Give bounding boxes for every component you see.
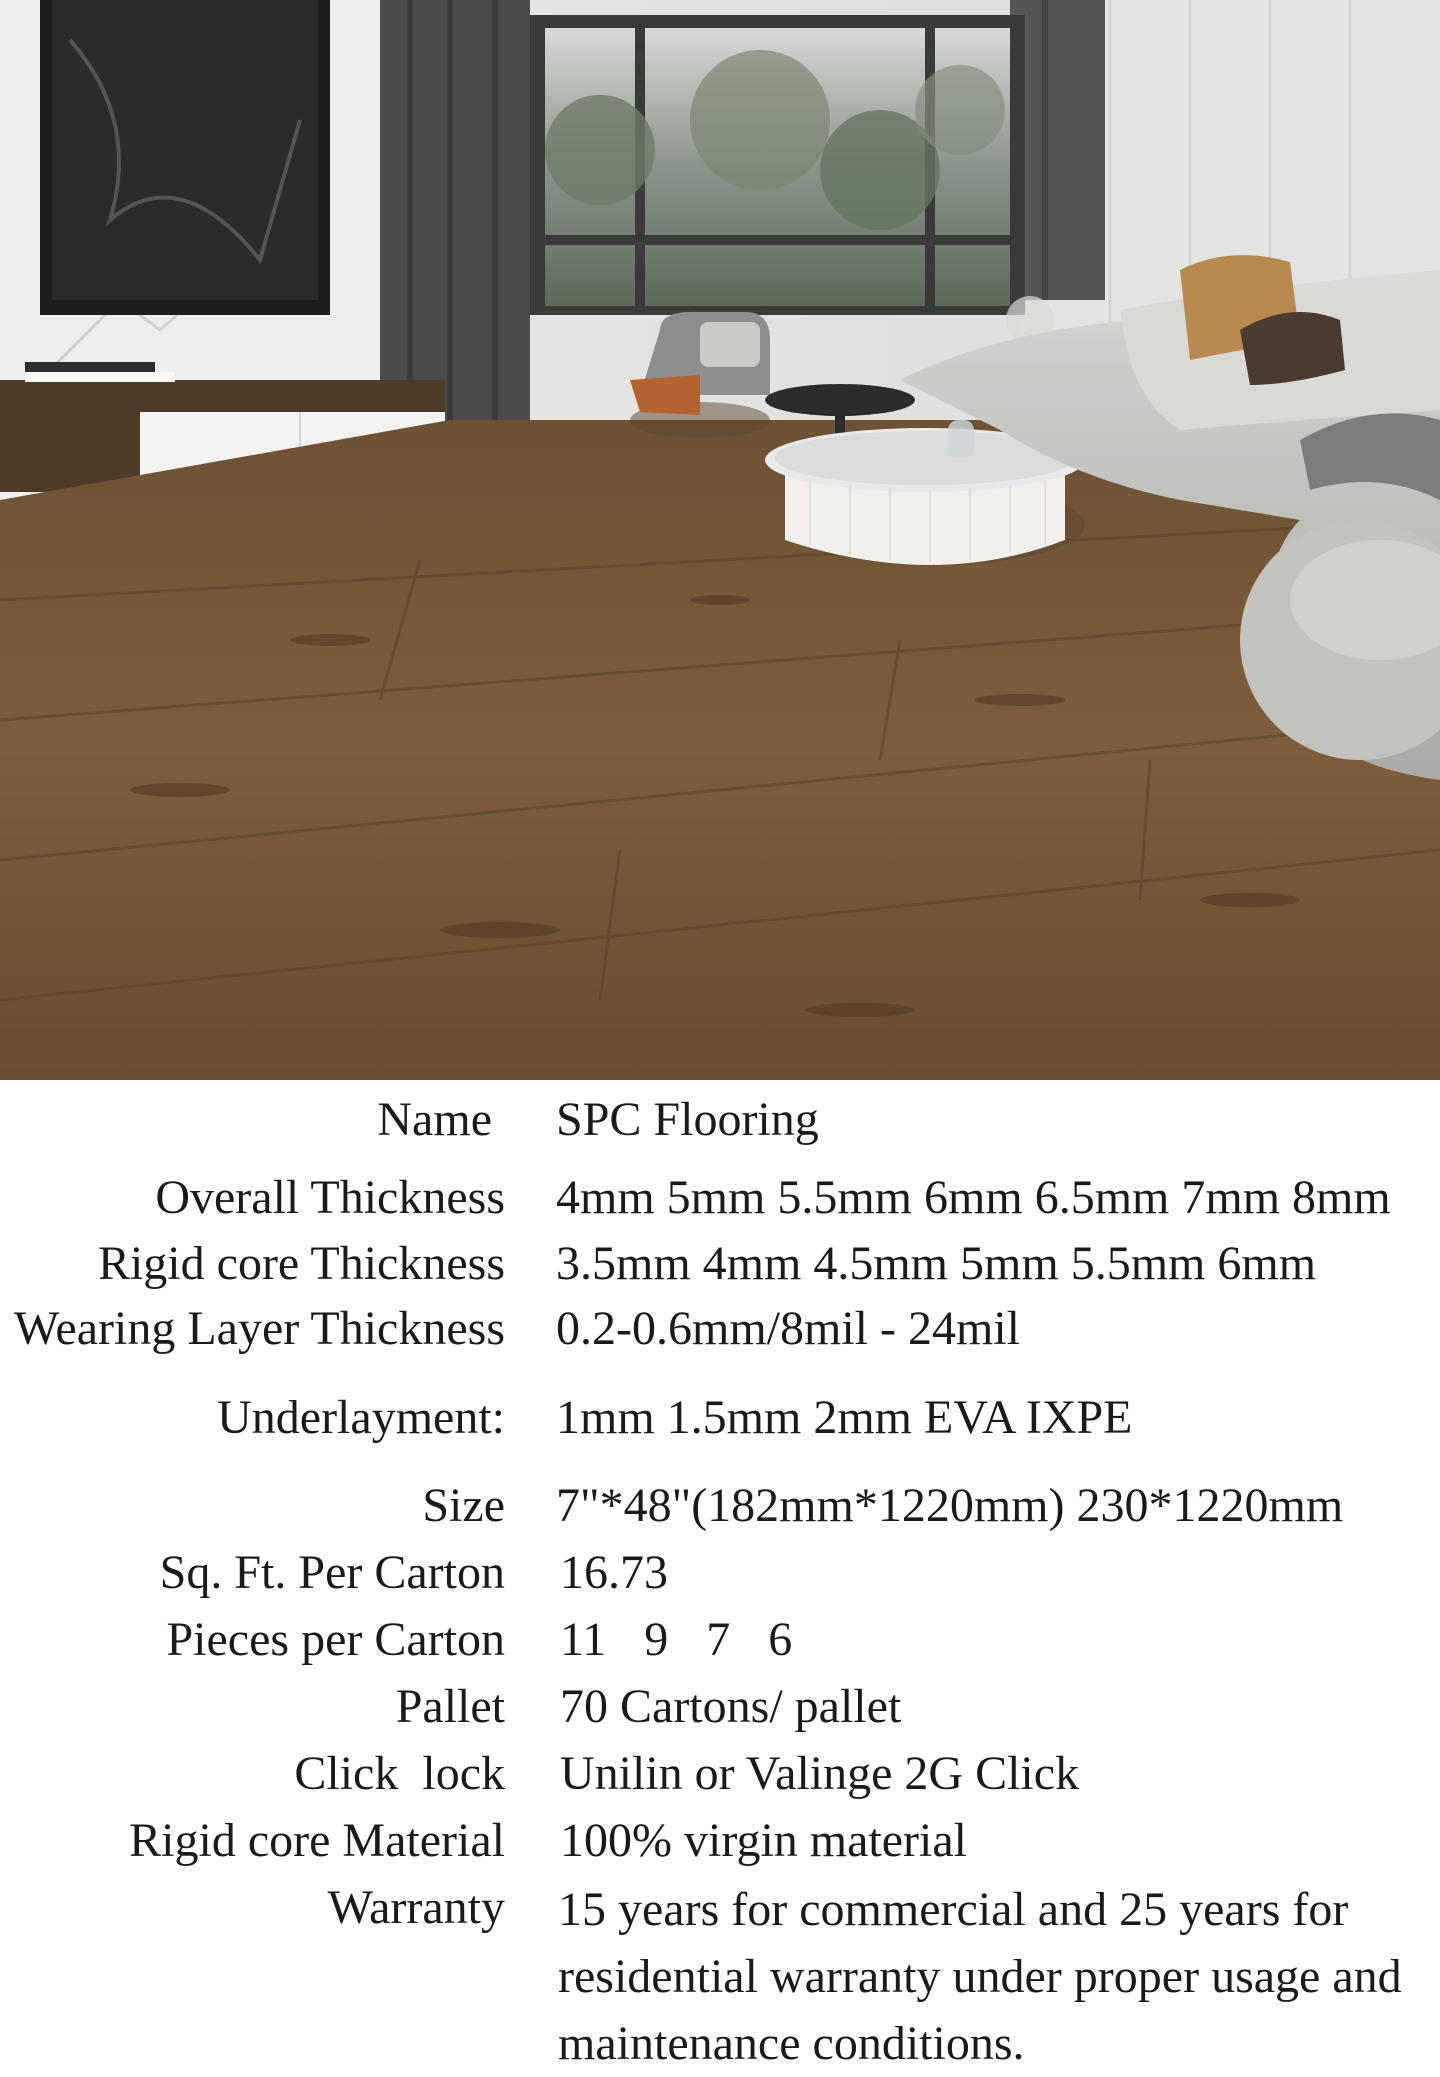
spec-value-pieces xyxy=(560,1608,830,1672)
spec-value: 7"*48"(182mm*1220mm) 230*1220mm xyxy=(556,1479,1344,1532)
spec-label: Sq. Ft. Per Carton xyxy=(159,1546,505,1599)
spec-label: Underlayment: xyxy=(217,1391,505,1444)
spec-value: 70 Cartons/ pallet xyxy=(560,1680,902,1733)
pieces-count: 9 xyxy=(644,1613,669,1666)
spec-label: Wearing Layer Thickness xyxy=(13,1302,505,1355)
spec-label: Pallet xyxy=(395,1680,505,1733)
spec-value: Unilin or Valinge 2G Click xyxy=(560,1747,1080,1800)
spec-value: 16.73 xyxy=(560,1546,668,1599)
spec-label: Size xyxy=(422,1479,505,1532)
spec-value: 0.2-0.6mm/8mil - 24mil xyxy=(556,1302,1020,1355)
spec-label: Rigid core Thickness xyxy=(97,1237,505,1290)
spec-value: SPC Flooring xyxy=(556,1093,819,1146)
spec-value: 100% virgin material xyxy=(560,1814,968,1867)
spec-label: Warranty xyxy=(327,1881,505,1934)
spec-label: Overall Thickness xyxy=(155,1171,505,1224)
spec-label: Rigid core Material xyxy=(129,1814,505,1867)
spec-label: Pieces per Carton xyxy=(166,1613,505,1666)
spec-value: 3.5mm 4mm 4.5mm 5mm 5.5mm 6mm xyxy=(556,1237,1317,1290)
spec-value-warranty: 15 years for commercial and 25 years for residential warranty under proper usage and maintenance conditions. xyxy=(558,1883,1402,2070)
pieces-count: 11 xyxy=(560,1613,607,1666)
spec-value: 4mm 5mm 5.5mm 6mm 6.5mm 7mm 8mm xyxy=(556,1171,1391,1224)
spec-label: Name xyxy=(377,1093,492,1146)
spec-label: Click lock xyxy=(294,1747,505,1800)
pieces-count: 7 xyxy=(706,1613,731,1666)
pieces-count: 6 xyxy=(768,1613,793,1666)
spec-value: 1mm 1.5mm 2mm EVA IXPE xyxy=(556,1391,1133,1444)
